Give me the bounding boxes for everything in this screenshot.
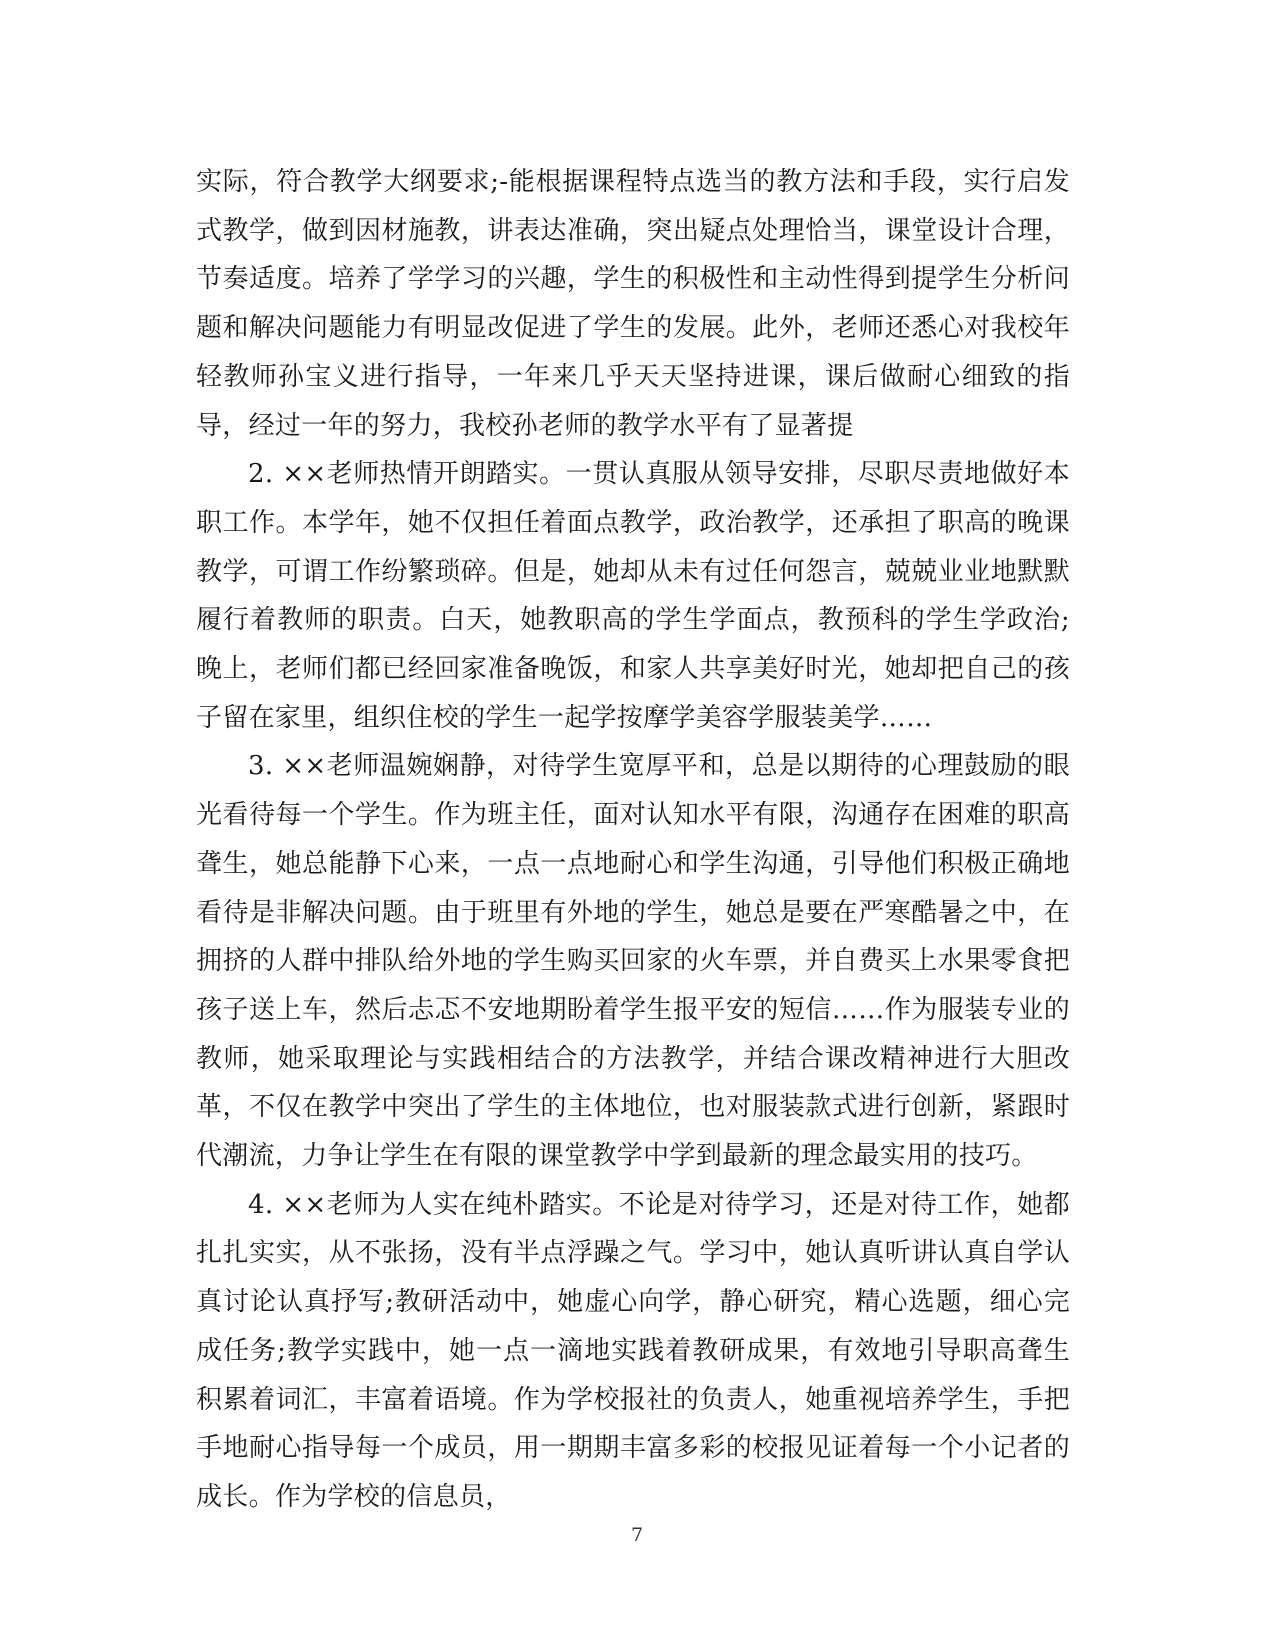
page-number: 7 — [630, 1524, 644, 1546]
paragraph-item-4: 4. ××老师为人实在纯朴踏实。不论是对待学习，还是对待工作，她都扎扎实实，从不张扬，没有半点浮躁之气。学习中，她认真听讲认真自学认真讨论认真抒写;教研活动中，她虚心向学，静心研究，精心选题，细心完成任务;教学实践中，她一点一滴地实践着教研成果，有效地引导职高聋生积累着词汇，丰富着语境。作为学校报社的负责人，她重视培养学生，手把手地耐心指导每一个成员，用一期期丰富多彩的校报见证着每一个小记者的成长。作为学校的信息员， — [196, 1189, 1070, 1512]
paragraph-item-3: 3. ××老师温婉娴静，对待学生宽厚平和，总是以期待的心理鼓励的眼光看待每一个学生。作为班主任，面对认知水平有限，沟通存在困难的职高聋生，她总能静下心来，一点一点地耐心和学生沟通，引导他们积极正确地看待是非解决问题。由于班里有外地的学生，她总是要在严寒酷暑之中，在拥挤的人群中排队给外地的学生购买回家的火车票，并自费买上水果零食把孩子送上车，然后忐忑不安地期盼着学生报平安的短信……作为服装专业的教师，她采取理论与实践相结合的方法教学，并结合课改精神进行大胆改革，不仅在教学中突出了学生的主体地位，也对服装款式进行创新，紧跟时代潮流，力争让学生在有限的课堂教学中学到最新的理念最实用的技巧。 — [196, 751, 1070, 1172]
document-body — [196, 158, 1070, 1522]
paragraph-continuation: 实际，符合教学大纲要求;-能根据课程特点选当的教方法和手段，实行启发式教学，做到因材施教，讲表达准确，突出疑点处理恰当，课堂设计合理，节奏适度。培养了学学习的兴趣，学生的积极性和主动性得到提学生分析问题和解决问题能力有明显改促进了学生的发展。此外，老师还悉心对我校年轻教师孙宝义进行指导，一年来几乎天天坚持进课，课后做耐心细致的指导，经过一年的努力，我校孙老师的教学水平有了显著提 — [196, 167, 1070, 441]
paragraph-item-2: 2. ××老师热情开朗踏实。一贯认真服从领导安排，尽职尽责地做好本职工作。本学年，她不仅担任着面点教学，政治教学，还承担了职高的晚课教学，可谓工作纷繁琐碎。但是，她却从未有过任何怨言，兢兢业业地默默履行着教师的职责。白天，她教职高的学生学面点，教预科的学生学政治;晚上，老师们都已经回家准备晚饭，和家人共享美好时光，她却把自己的孩子留在家里，组织住校的学生一起学按摩学美容学服装美学…… — [196, 459, 1070, 733]
